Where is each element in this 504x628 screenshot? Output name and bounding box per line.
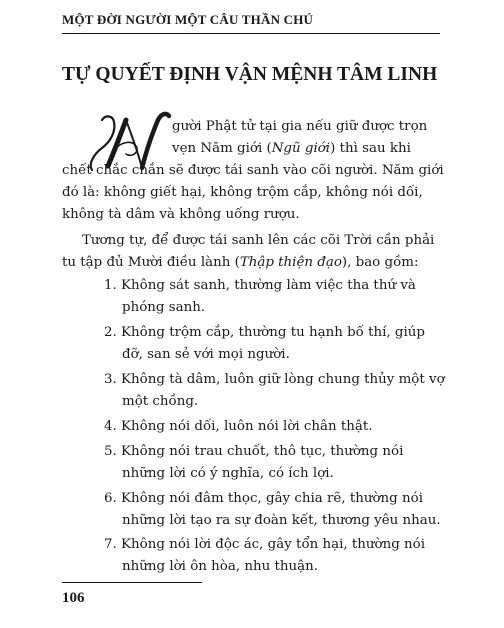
list-number: 6. — [104, 491, 117, 506]
term-thap-thien-dao: Thập thiện đạo — [239, 255, 342, 270]
paragraph-line: vẹn Năm giới (Ngũ giới) thì sau khi — [172, 141, 411, 156]
page-number: 106 — [62, 590, 85, 606]
list-number: 1. — [104, 278, 117, 293]
header-rule — [62, 33, 440, 34]
paragraph-line: tu tập đủ Mười điều lành (Thập thiện đạo), bao gồm: — [62, 255, 419, 270]
chapter-title: TỰ QUYẾT ĐỊNH VẬN MỆNH TÂM LINH — [62, 64, 438, 85]
paragraph-line: không tà dâm và không uống rượu. — [62, 207, 300, 222]
list-number: 3. — [104, 372, 117, 387]
term-ngu-gioi: Ngũ giới — [271, 141, 331, 156]
list-number: 4. — [104, 419, 117, 434]
paragraph-line: chết chắc chắn sẽ được tái sanh vào cõi người. Năm giới — [62, 163, 444, 178]
paragraph-line: Tương tự, để được tái sanh lên các cõi Trời cần phải — [82, 233, 435, 248]
running-head: MỘT ĐỜI NGƯỜI MỘT CÂU THẦN CHÚ — [62, 12, 314, 27]
list-number: 2. — [104, 325, 117, 340]
paragraph-line: đó là: không giết hại, không trộm cắp, không nói dối, — [62, 185, 423, 200]
list-number: 7. — [104, 537, 117, 552]
list-number: 5. — [104, 444, 117, 459]
footer-rule — [62, 582, 202, 583]
paragraph-line: gười Phật tử tại gia nếu giữ được trọn — [172, 119, 428, 134]
